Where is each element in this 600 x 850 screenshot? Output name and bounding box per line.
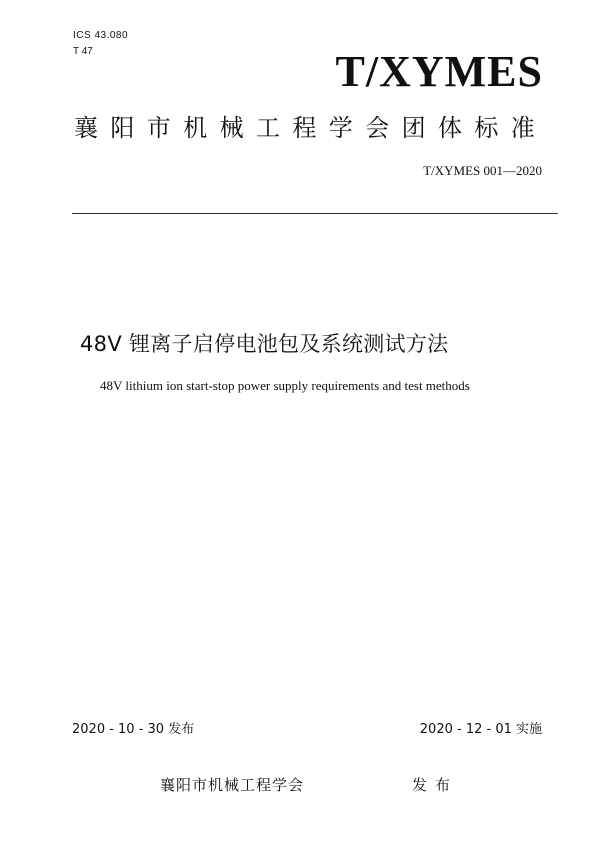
standard-number: T/XYMES 001—2020 <box>423 163 542 178</box>
implementation-date: 2020 - 12 - 01 实施 <box>419 722 542 737</box>
ics-code: ICS 43.080 <box>73 30 129 41</box>
standard-type-heading: 襄阳市机械工程学会团体标准 <box>74 114 548 142</box>
document-title-zh: 48V 锂离子启停电池包及系统测试方法 <box>80 332 449 356</box>
issuing-organization: 襄阳市机械工程学会 <box>160 776 305 794</box>
issue-label: 发布 <box>412 776 459 794</box>
standard-code-mark: T/XYMES <box>335 47 543 96</box>
classification-code: T 47 <box>73 46 93 57</box>
issue-date: 2020 - 10 - 30 发布 <box>72 722 195 737</box>
header-divider <box>72 213 558 214</box>
document-title-en: 48V lithium ion start-stop power supply requirements and test methods <box>100 378 470 393</box>
